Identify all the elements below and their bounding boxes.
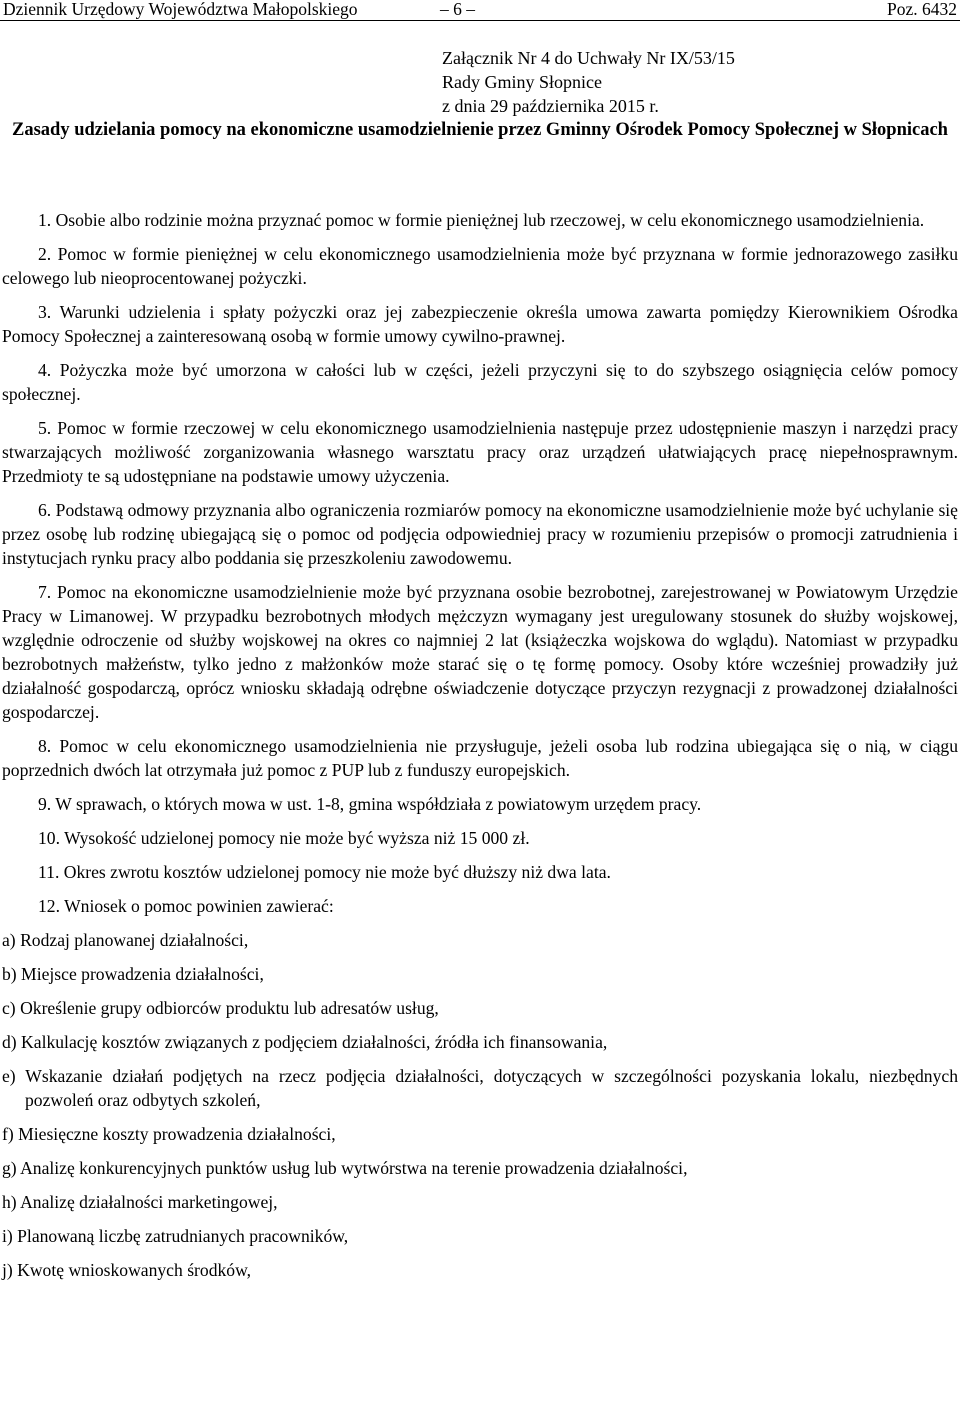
list-item: g) Analizę konkurencyjnych punktów usług lub wytwórstwa na terenie prowadzenia działalności, bbox=[2, 1158, 688, 1178]
position-number: Poz. 6432 bbox=[887, 0, 957, 19]
paragraph: 8. Pomoc w celu ekonomicznego usamodzielnienia nie przysługuje, jeżeli osoba lub rodzina ubiegająca się o nią, w ciągu poprzednich dwóch lat otrzymała już pomoc z PUP lub z funduszy europejskich. bbox=[2, 736, 958, 780]
annex-line: Załącznik Nr 4 do Uchwały Nr IX/53/15 bbox=[442, 48, 735, 68]
paragraph: 2. Pomoc w formie pieniężnej w celu ekonomicznego usamodzielnienia może być przyznana w formie jednorazowego zasiłku celowego lub nieoprocentowanej pożyczki. bbox=[2, 244, 958, 288]
page-number: – 6 – bbox=[440, 0, 475, 19]
header-rule bbox=[0, 20, 960, 21]
paragraph: 10. Wysokość udzielonej pomocy nie może być wyższa niż 15 000 zł. bbox=[38, 828, 530, 848]
page-header bbox=[0, 0, 960, 18]
list-item: c) Określenie grupy odbiorców produktu lub adresatów usług, bbox=[2, 998, 439, 1018]
list-item: e) Wskazanie działań podjętych na rzecz podjęcia działalności, dotyczących w szczególności pozyskania lokalu, niezbędnych pozwoleń oraz odbytych szkoleń, bbox=[2, 1066, 958, 1110]
annex-line: z dnia 29 października 2015 r. bbox=[442, 96, 659, 116]
list-item: h) Analizę działalności marketingowej, bbox=[2, 1192, 278, 1212]
list-item: a) Rodzaj planowanej działalności, bbox=[2, 930, 249, 950]
document-body bbox=[2, 208, 958, 1292]
paragraph: 9. W sprawach, o których mowa w ust. 1-8, gmina współdziała z powiatowym urzędem pracy. bbox=[38, 794, 702, 814]
paragraph: 3. Warunki udzielenia i spłaty pożyczki oraz jej zabezpieczenie określa umowa zawarta pomiędzy Kierownikiem Ośrodka Pomocy Społecznej a zainteresowaną osobą w formie umowy cywilno-prawnej. bbox=[2, 302, 958, 346]
list-item: f) Miesięczne koszty prowadzenia działalności, bbox=[2, 1124, 336, 1144]
list-item: i) Planowaną liczbę zatrudnianych pracowników, bbox=[2, 1226, 349, 1246]
list-item: j) Kwotę wnioskowanych środków, bbox=[2, 1260, 252, 1280]
document-title: Zasady udzielania pomocy na ekonomiczne usamodzielnienie przez Gminny Ośrodek Pomocy Społecznej w Słopnicach bbox=[12, 120, 948, 140]
paragraph: 12. Wniosek o pomoc powinien zawierać: bbox=[38, 896, 334, 916]
paragraph: 7. Pomoc na ekonomiczne usamodzielnienie może być przyznana osobie bezrobotnej, zarejestrowanej w Powiatowym Urzędzie Pracy w Limanowej. W przypadku bezrobotnych młodych mężczyzn wymagany jest uregulowany stosunek do służby wojskowej, względnie odroczenie od służby wojskowej na okres co najmniej 2 lat (książeczka wojskowa do wglądu). Natomiast w przypadku bezrobotnych małżeństw, tylko jedno z małżonków może starać się o tę formę pomocy. Osoby które wcześniej prowadziły już działalność gospodarczą, oprócz wniosku składają odrębne oświadczenie dotyczące przyczyn rezygnacji z prowadzonej działalności gospodarczej. bbox=[2, 582, 958, 722]
annex-line: Rady Gminy Słopnice bbox=[442, 72, 602, 92]
list-item: b) Miejsce prowadzenia działalności, bbox=[2, 964, 264, 984]
journal-name: Dziennik Urzędowy Województwa Małopolskiego bbox=[3, 0, 358, 19]
list-item: d) Kalkulację kosztów związanych z podjęciem działalności, źródła ich finansowania, bbox=[2, 1032, 608, 1052]
paragraph: 5. Pomoc w formie rzeczowej w celu ekonomicznego usamodzielnienia następuje przez udostępnienie maszyn i narzędzi pracy stwarzających możliwość zorganizowania własnego warsztatu pracy oraz urządzeń ułatwiających pracę niepełnosprawnym. Przedmioty te są udostępniane na podstawie umowy użyczenia. bbox=[2, 418, 958, 486]
paragraph: 6. Podstawą odmowy przyznania albo ograniczenia rozmiarów pomocy na ekonomiczne usamodzielnienie może być uchylanie się przez osobę lub rodzinę ubiegającą się o pomoc od podjęcia odpowiedniej pracy w rozumieniu przepisów o promocji zatrudnienia i instytucjach rynku pracy albo poddania się przeszkoleniu zawodowemu. bbox=[2, 500, 958, 568]
paragraph: 1. Osobie albo rodzinie można przyznać pomoc w formie pieniężnej lub rzeczowej, w celu ekonomicznego usamodzielnienia. bbox=[38, 210, 925, 230]
paragraph: 11. Okres zwrotu kosztów udzielonej pomocy nie może być dłuższy niż dwa lata. bbox=[38, 862, 611, 882]
annex-block bbox=[442, 46, 735, 118]
paragraph: 4. Pożyczka może być umorzona w całości lub w części, jeżeli przyczyni się to do szybszego osiągnięcia celów pomocy społecznej. bbox=[2, 360, 958, 404]
